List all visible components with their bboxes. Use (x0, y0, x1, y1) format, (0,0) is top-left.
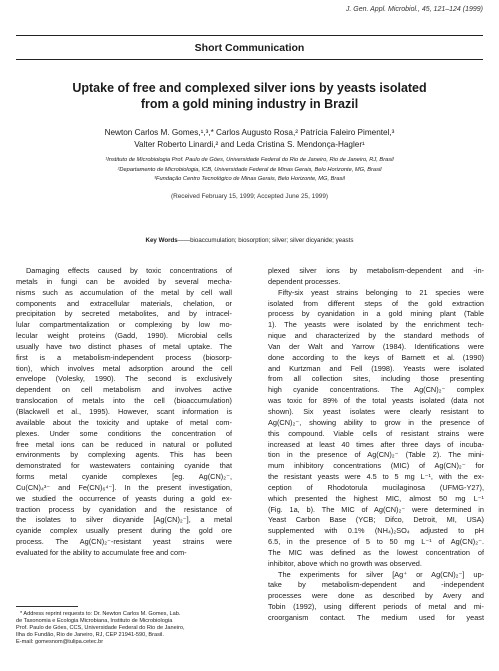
body-text-line: cyanide complex usually present during the gold ore (16, 526, 232, 536)
footnote-line: Ilha do Fundão, Rio de Janeiro, RJ, CEP 21941-590, Brasil. (16, 632, 164, 639)
body-text-line: tion in the presence of Ag(CN)₂⁻ (Table 2). The mini- (268, 450, 484, 460)
section-heading: Short Communication (194, 42, 305, 54)
body-text-line: envelope (Volesky, 1990). The second is exclusively (16, 374, 232, 384)
keywords-text: bioaccumulation; biosorption; silver; silver dicyanide; yeasts (190, 237, 354, 244)
body-text-line: and Kurtzman and Fell (1998). Yeasts were isolated (268, 363, 484, 373)
body-text-line: dependent on cell metabolism and involves active (16, 385, 232, 395)
affiliation-line: ³Fundação Centro Tecnológico de Minas Gerais, Belo Horizonte, MG, Brasil (154, 176, 345, 183)
body-text-line: The MIC was defined as the lowest concentration of (268, 547, 484, 557)
body-text-line: lular compartmentalization or complexing by low mo- (16, 320, 232, 330)
body-text-line: was toxic for 89% of the total yeasts isolated (data not (268, 396, 484, 406)
affiliations (20, 156, 479, 185)
body-text-line: Tobin (1992), using different periods of metal and mi- (268, 602, 484, 612)
body-text-line: demonstrated for wastewaters containing cyanide that (16, 461, 232, 471)
affiliation-line: ²Departamento de Microbiologia, ICB, Universidade Federal de Minas Gerais, Belo Horizonte, MG, Brasil (117, 166, 382, 173)
title-line: Uptake of free and complexed silver ions by yeasts isolated (72, 81, 427, 95)
body-text-line: forms metal cyanide complexes [eg. Ag(CN)₂⁻, (16, 472, 232, 482)
footnote-line: Prof. Paulo de Góes, CCS, Universidade Federal do Rio de Janeiro, (16, 625, 185, 632)
footnote-rule (16, 606, 78, 607)
body-text-line: traction process by cyanidation and the resistance of (16, 504, 232, 514)
keywords (20, 237, 479, 244)
body-text-line: The experiments for silver [Ag⁺ or Ag(CN)₂⁻] up- (278, 569, 484, 579)
footnote-line: de Taxonomia e Ecologia Microbiana, Instituto de Microbiologia (16, 618, 173, 625)
body-text-line: plexes. Under some conditions the concentration of (16, 428, 232, 438)
body-text-line: increased at least 40 times after three days of incuba- (268, 439, 484, 449)
footnote-line: * Address reprint requests to: Dr. Newton Carlos M. Gomes, Lab. (20, 611, 181, 617)
body-text-line: environments by complexing agents. This has been (16, 450, 232, 460)
body-text-line: Yeast Carbon Base (YCB; Difco, Detroit, MI, USA) (268, 515, 484, 525)
body-text-line: inhibitor, above which no growth was observed. (268, 558, 422, 568)
body-text-line: which presented the highest MIC, almost 50 mg L⁻¹ (268, 493, 484, 503)
body-column-right (268, 266, 484, 624)
received-accepted-dates: (Received February 15, 1999; Accepted June 25, 1999) (170, 193, 329, 200)
body-text-line: lecular weight proteins (Gadd, 1990). Microbial cells (16, 331, 232, 341)
body-text-line: supplemented with 0.1% (NH₄)₂SO₄ adjusted to pH (268, 526, 484, 536)
body-text-line: from all collection sites, including those presenting (268, 374, 484, 384)
author-list (30, 127, 469, 151)
body-text-line: 1). The yeasts were isolated by the enrichment tech- (268, 320, 484, 330)
body-text-line: free metal ions can be reduced in natural or polluted (16, 439, 232, 449)
body-text-line: 6.5, in the presence of 5 to 50 mg L⁻¹ of Ag(CN)₂⁻. (268, 537, 484, 547)
body-text-line: tion), which involves metal adsorption around the cell (16, 363, 232, 373)
body-column-left (16, 266, 232, 559)
body-text-line: high cyanide concentrations. The Ag(CN)₂⁻ complex (268, 385, 484, 395)
paper-title (24, 80, 475, 112)
body-text-line: we studied the occurrence of yeasts during a gold ex- (16, 493, 232, 503)
body-text-line: nique and characterized by the standard methods of (268, 331, 484, 341)
body-text-line: take by metabolism-dependent and -independent (268, 580, 484, 590)
body-text-line: the isolates to silver dicyanide [Ag(CN)₂⁻], a metal (16, 515, 232, 525)
section-rule (16, 59, 483, 60)
body-text-line: evaluated for the ability to accumulate free and com- (16, 547, 187, 557)
body-text-line: dependent processes. (268, 276, 341, 286)
body-text-line: this compound. Viable cells of resistant strains were (268, 428, 484, 438)
body-text-line: usually have two distinct phases of metal uptake. The (16, 341, 232, 351)
body-text-line: Van der Walt and Yarrow (1984). Identifications were (268, 341, 484, 351)
body-text-line: ception of Rhodotorula mucilaginosa (UFMG-Y27), (268, 482, 484, 492)
body-text-line: metals in fungi can be avoided by several mecha- (16, 276, 232, 286)
body-text-line: translocation of metals into the cell (bioaccumulation) (16, 396, 232, 406)
affiliation-line: ¹Instituto de Microbiologia Prof. Paulo de Góes, Universidade Federal do Rio de Janeiro, Rio de Janeiro, RJ, Brasil (105, 157, 394, 163)
journal-citation: J. Gen. Appl. Microbiol., 45, 121–124 (1999) (345, 6, 483, 13)
body-text-line: Cu(CN)₄³⁻ and Fe(CN)₆⁴⁻]. In the present investigation, (16, 482, 232, 492)
body-text-line: mum inhibitory concentrations (MIC) of Ag(CN)₂⁻ for (268, 461, 484, 471)
keywords-dash: —— (177, 237, 191, 244)
top-rule (16, 35, 483, 36)
body-text-line: the resistant yeasts were 4.5 to 5 mg L⁻¹, with the ex- (268, 472, 484, 482)
body-text-line: Fifty-six yeast strains belonging to 21 species were (278, 287, 484, 297)
body-text-line: Damaging effects caused by toxic concentrations of (26, 266, 232, 275)
body-text-line: process by cyanidation in a gold mining plant (Table (268, 309, 484, 319)
body-text-line: done according to the keys of Barnett et al. (1990) (268, 352, 484, 362)
body-text-line: available about the toxicity and uptake of metal com- (16, 417, 232, 427)
author-line: Valter Roberto Linardi,² and Leda Cristina S. Mendonça-Hagler¹ (134, 140, 365, 149)
body-text-line: Ag(CN)₂⁻, showing ability to grow in the presence of (268, 417, 484, 427)
author-line: Newton Carlos M. Gomes,¹,³,* Carlos Augusto Rosa,² Patrícia Faleiro Pimentel,³ (104, 128, 395, 137)
body-text-line: croorganism contact. The medium used for yeast (268, 613, 484, 622)
footnote-line: E-mail: gomesnom@tulipa.cetec.br (16, 639, 104, 646)
body-text-line: precipitation by secreted metabolites, and by intracel- (16, 309, 232, 319)
body-text-line: process. The Ag(CN)₂⁻-resistant yeast strains were (16, 537, 232, 547)
keywords-label: Key Words (145, 237, 178, 244)
body-text-line: processes were done as described by Avery and (268, 591, 484, 601)
body-text-line: plexed silver ions by metabolism-dependent and -in- (268, 266, 484, 275)
body-text-line: nisms such as accumulation of the metal by cell wall (16, 287, 232, 297)
body-text-line: (Fig. 1a, b). The MIC of Ag(CN)₂⁻ were determined in (268, 504, 484, 514)
body-text-line: components and extracellular materials, chelation, or (16, 298, 232, 308)
body-text-line: (Blackwell et al., 1995). However, scant information is (16, 406, 232, 416)
title-line: from a gold mining industry in Brazil (140, 97, 359, 111)
body-text-line: first is a metabolism-independent process (biosorp- (16, 352, 232, 362)
body-text-line: isolated from different steps of the gold extraction (268, 298, 484, 308)
body-text-line: shown). Six yeast isolates were clearly resistant to (268, 406, 484, 416)
footnote (16, 611, 236, 646)
